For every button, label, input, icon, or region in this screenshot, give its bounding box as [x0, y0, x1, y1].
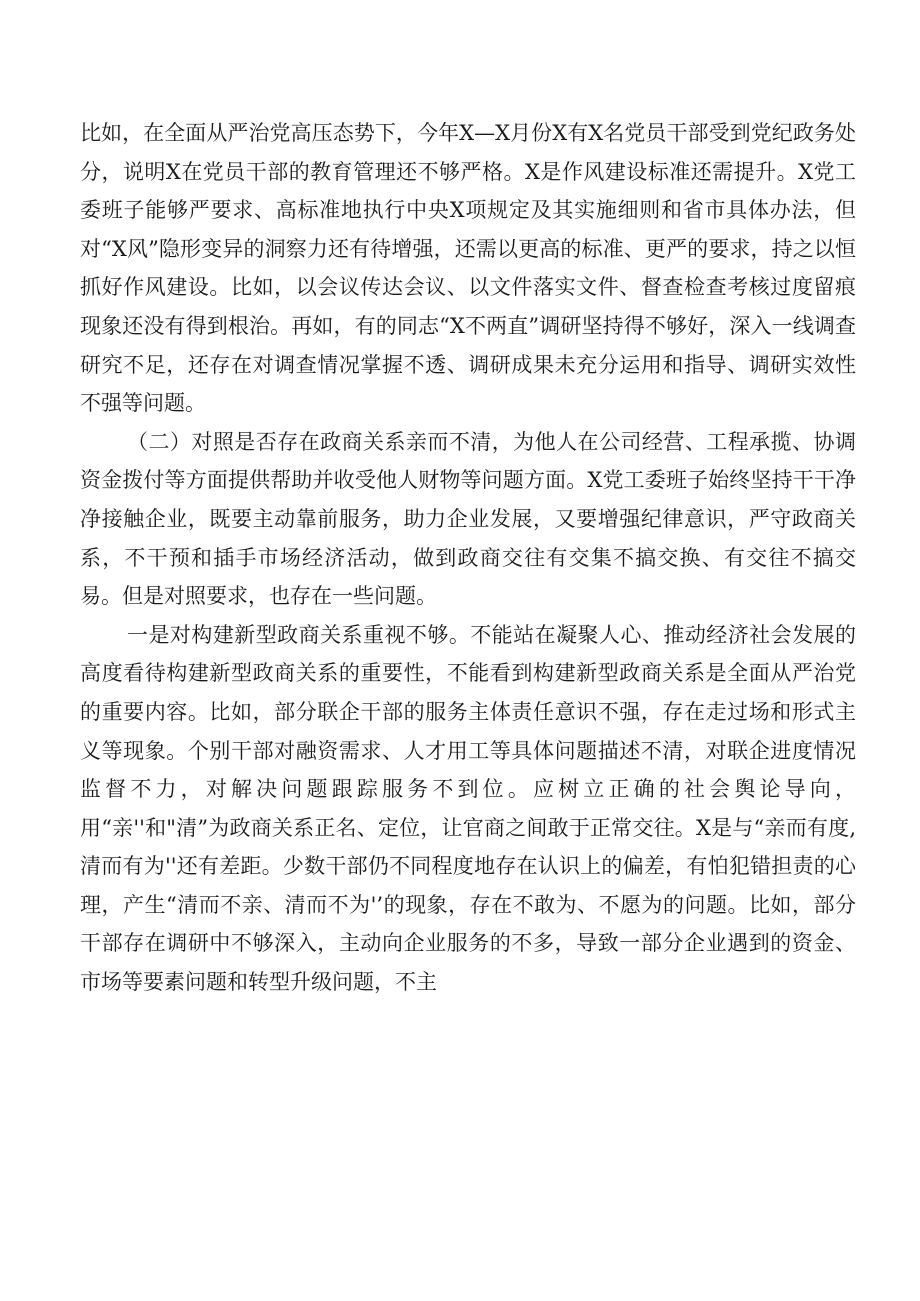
paragraph-work-style: 比如，在全面从严治党高压态势下，今年X—X月份X有X名党员干部受到党纪政务处分，说明X在党员干部的教育管理还不够严格。X是作风建设标准还需提升。X党工委班子能够严要求、高标准地执行中央X项规定及其实施细则和省市具体办法，但对“X风”隐形变异的洞察力还有待增强，还需以更高的标准、更严的要求，持之以恒抓好作风建设。比如，以会议传达会议、以文件落实文件、督查检查考核过度留痕现象还没有得到根治。再如，有的同志“X不两直”调研坚持得不够好，深入一线调查研究不足，还存在对调查情况掌握不透、调研成果未充分运用和指导、调研实效性不强等问题。 — [80, 121, 856, 416]
paragraph-business-relations: 一是对构建新型政商关系重视不够。不能站在凝聚人心、推动经济社会发展的高度看待构建新型政商关系的重要性，不能看到构建新型政商关系是全面从严治党的重要内容。比如，部分联企干部的服务主体责任意识不强，存在走过场和形式主义等现象。个别干部对融资需求、人才用工等具体问题描述不清，对联企进度情况监督不力，对解决问题跟踪服务不到位。应树立正确的社会舆论导向，用“亲''和"清”为政商关系正名、定位，让官商之间敢于正常交往。X是与“亲而有度,清而有为''还有差距。少数干部仍不同程度地存在认识上的偏差，有怕犯错担责的心理，产生“清而不亲、清而不为'’的现象，存在不敢为、不愿为的问题。比如，部分干部存在调研中不够深入，主动向企业服务的不多，导致一部分企业遇到的资金、市场等要素问题和转型升级问题，不主 — [80, 622, 856, 995]
paragraph-section-two-heading: （二）对照是否存在政商关系亲而不清，为他人在公司经营、工程承揽、协调资金拨付等方面提供帮助并收受他人财物等问题方面。X党工委班子始终坚持干干净净接触企业，既要主动靠前服务，助力企业发展，又要增强纪律意识，严守政商关系，不干预和插手市场经济活动，做到政商交往有交集不搞交换、有交往不搞交易。但是对照要求，也存在一些问题。 — [80, 429, 856, 609]
document-body — [80, 114, 856, 1002]
